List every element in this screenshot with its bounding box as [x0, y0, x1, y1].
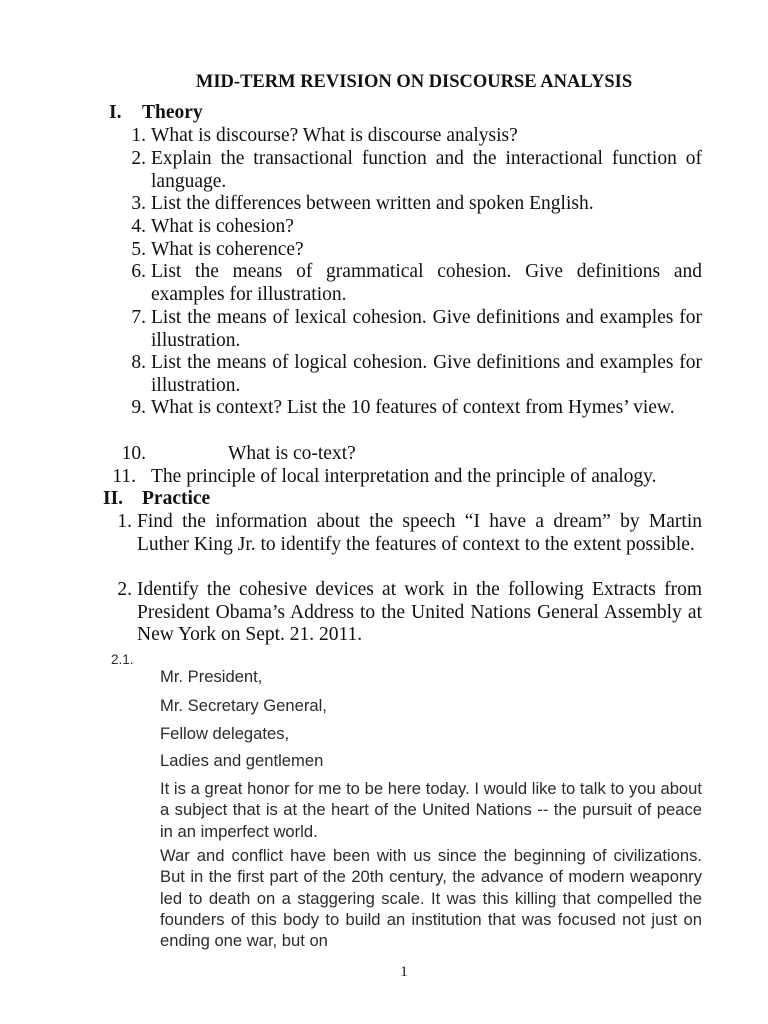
practice-item-2-text: Identify the cohesive devices at work in the following Extracts from President Obama’s Address to the United Nations General Assembly at New York on Sept. 21. 2011. [137, 579, 702, 646]
theory-item-4-number: 4. [131, 216, 146, 237]
theory-item-11-text: The principle of local interpretation and the principle of analogy. [151, 466, 657, 487]
theory-item-2-number: 2. [131, 148, 146, 169]
extract-paragraph: It is a great honor for me to be here today. I would like to talk to you about a subject that is at the heart of the United Nations -- the pursuit of peace in an imperfect world. [160, 779, 702, 841]
extract-label: 2.1. [111, 652, 134, 667]
document-title: MID-TERM REVISION ON DISCOURSE ANALYSIS [195, 72, 633, 92]
theory-item-5-text: What is coherence? [151, 239, 304, 260]
theory-item-10-number: 10. [121, 443, 146, 464]
theory-item-3-number: 3. [131, 193, 146, 214]
salutation-line: Fellow delegates, [160, 724, 290, 743]
theory-item-6-number: 6. [131, 261, 146, 282]
theory-item-9-text: What is context? List the 10 features of context from Hymes’ view. [151, 397, 675, 418]
theory-item-4-text: What is cohesion? [151, 216, 294, 237]
theory-item-11-number: 11. [112, 466, 136, 487]
theory-item-9-number: 9. [131, 397, 146, 418]
practice-item-1-text: Find the information about the speech “I have a dream” by Martin Luther King Jr. to identify the features of context to the extent possible. [137, 511, 702, 555]
theory-heading: Theory [142, 102, 203, 123]
theory-item-1-text: What is discourse? What is discourse analysis? [151, 125, 518, 146]
theory-item-5-number: 5. [131, 239, 146, 260]
salutation-line: Mr. Secretary General, [160, 696, 327, 715]
salutation-line: Ladies and gentlemen [160, 751, 324, 770]
theory-item-2-text: Explain the transactional function and the interactional function of language. [151, 148, 702, 192]
theory-item-10-text: What is co-text? [228, 443, 356, 464]
extract-paragraph: War and conflict have been with us since the beginning of civilizations. But in the first part of the 20th century, the advance of modern weaponry led to death on a staggering scale. It was this killing that compelled the founders of this body to build an institution that was focused not just on ending one war, but on [160, 846, 702, 951]
practice-item-2-number: 2. [117, 579, 132, 600]
practice-heading: Practice [142, 488, 211, 509]
theory-item-3-text: List the differences between written and spoken English. [151, 193, 594, 214]
practice-item-1-number: 1. [117, 511, 132, 532]
theory-item-1-number: 1. [131, 125, 146, 146]
practice-numeral: II. [103, 488, 124, 509]
theory-item-8-number: 8. [131, 352, 146, 373]
page-number: 1 [400, 964, 408, 980]
theory-item-8-text: List the means of logical cohesion. Give definitions and examples for illustration. [151, 352, 702, 396]
theory-item-7-text: List the means of lexical cohesion. Give definitions and examples for illustration. [151, 307, 702, 351]
salutation-line: Mr. President, [160, 667, 263, 686]
theory-numeral: I. [109, 102, 122, 123]
theory-item-6-text: List the means of grammatical cohesion. Give definitions and examples for illustration. [151, 261, 702, 305]
theory-item-7-number: 7. [131, 307, 146, 328]
